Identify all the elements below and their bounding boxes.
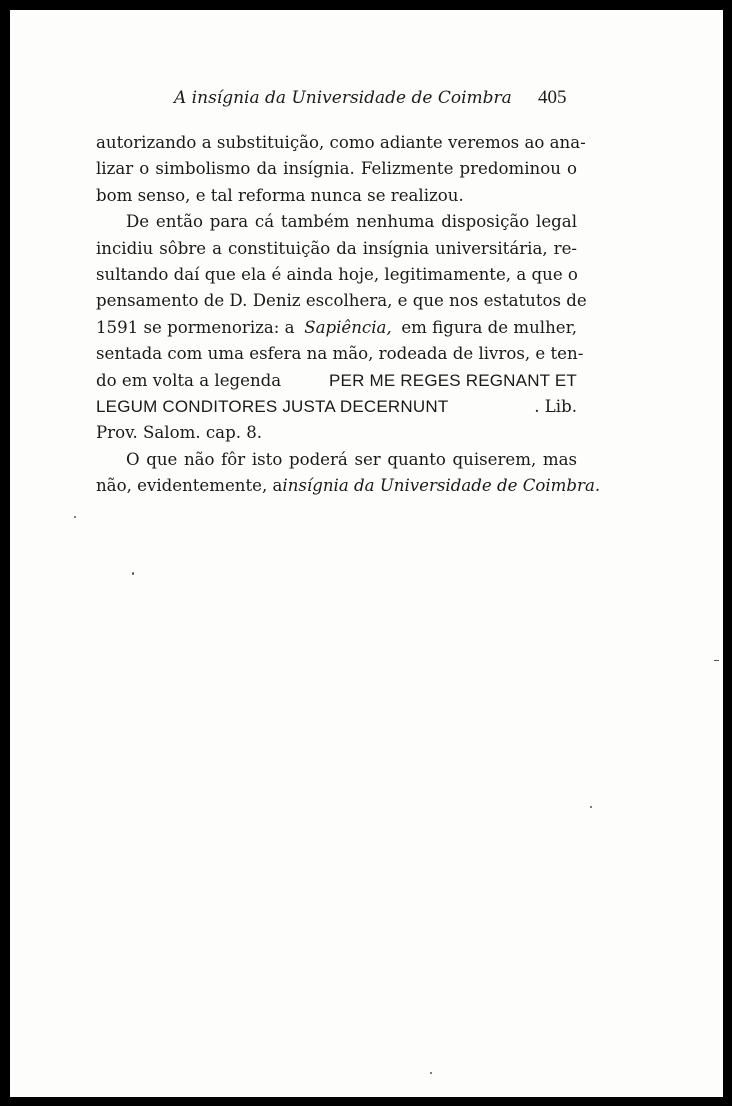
text-line: 1591 se pormenoriza: a Sapiência, em figura de mulher, (96, 315, 577, 341)
text-line: pensamento de D. Deniz escolhera, e que nos estatutos de (96, 291, 587, 311)
text-line: bom senso, e tal reforma nunca se realizou. (96, 185, 464, 205)
italic-title: insígnia da Universidade de Coimbra. (282, 476, 601, 496)
italic-term: Sapiência, (304, 317, 392, 337)
running-header (10, 88, 723, 120)
scan-speck (74, 516, 76, 518)
running-title: A insígnia da Universidade de Coimbra (174, 88, 512, 108)
text-line: lizar o simbolismo da insígnia. Felizmente predominou o (96, 159, 577, 179)
scan-speck (430, 1072, 432, 1074)
motto-text: PER ME REGES REGNANT ET (329, 370, 577, 390)
body-text (96, 130, 601, 499)
text-line: incidiu sôbre a constituição da insígnia universitária, re- (96, 238, 577, 258)
text-line: sentada com uma esfera na mão, rodeada de livros, e ten- (96, 344, 584, 364)
page-paper (10, 10, 723, 1097)
text-line: O que não fôr isto poderá ser quanto quiserem, mas (126, 449, 577, 469)
scan-speck (590, 806, 592, 808)
scan-speck (132, 572, 134, 575)
page-number: 405 (538, 87, 567, 108)
text-line: não, evidentemente, a insígnia da Universidade de Coimbra. (96, 473, 577, 499)
motto-text: LEGUM CONDITORES JUSTA DECERNUNT (96, 396, 449, 416)
text-line: do em volta a legenda PER ME REGES REGNANT ET (96, 368, 577, 394)
text-line: autorizando a substituição, como adiante veremos ao ana- (96, 133, 586, 152)
text-line: LEGUM CONDITORES JUSTA DECERNUNT . Lib. (96, 394, 577, 420)
text-line: De então para cá também nenhuma disposição legal (126, 212, 577, 232)
text-line: sultando daí que ela é ainda hoje, legitimamente, a que o (96, 264, 578, 284)
scan-speck (714, 660, 719, 661)
text-line: Prov. Salom. cap. 8. (96, 423, 263, 443)
